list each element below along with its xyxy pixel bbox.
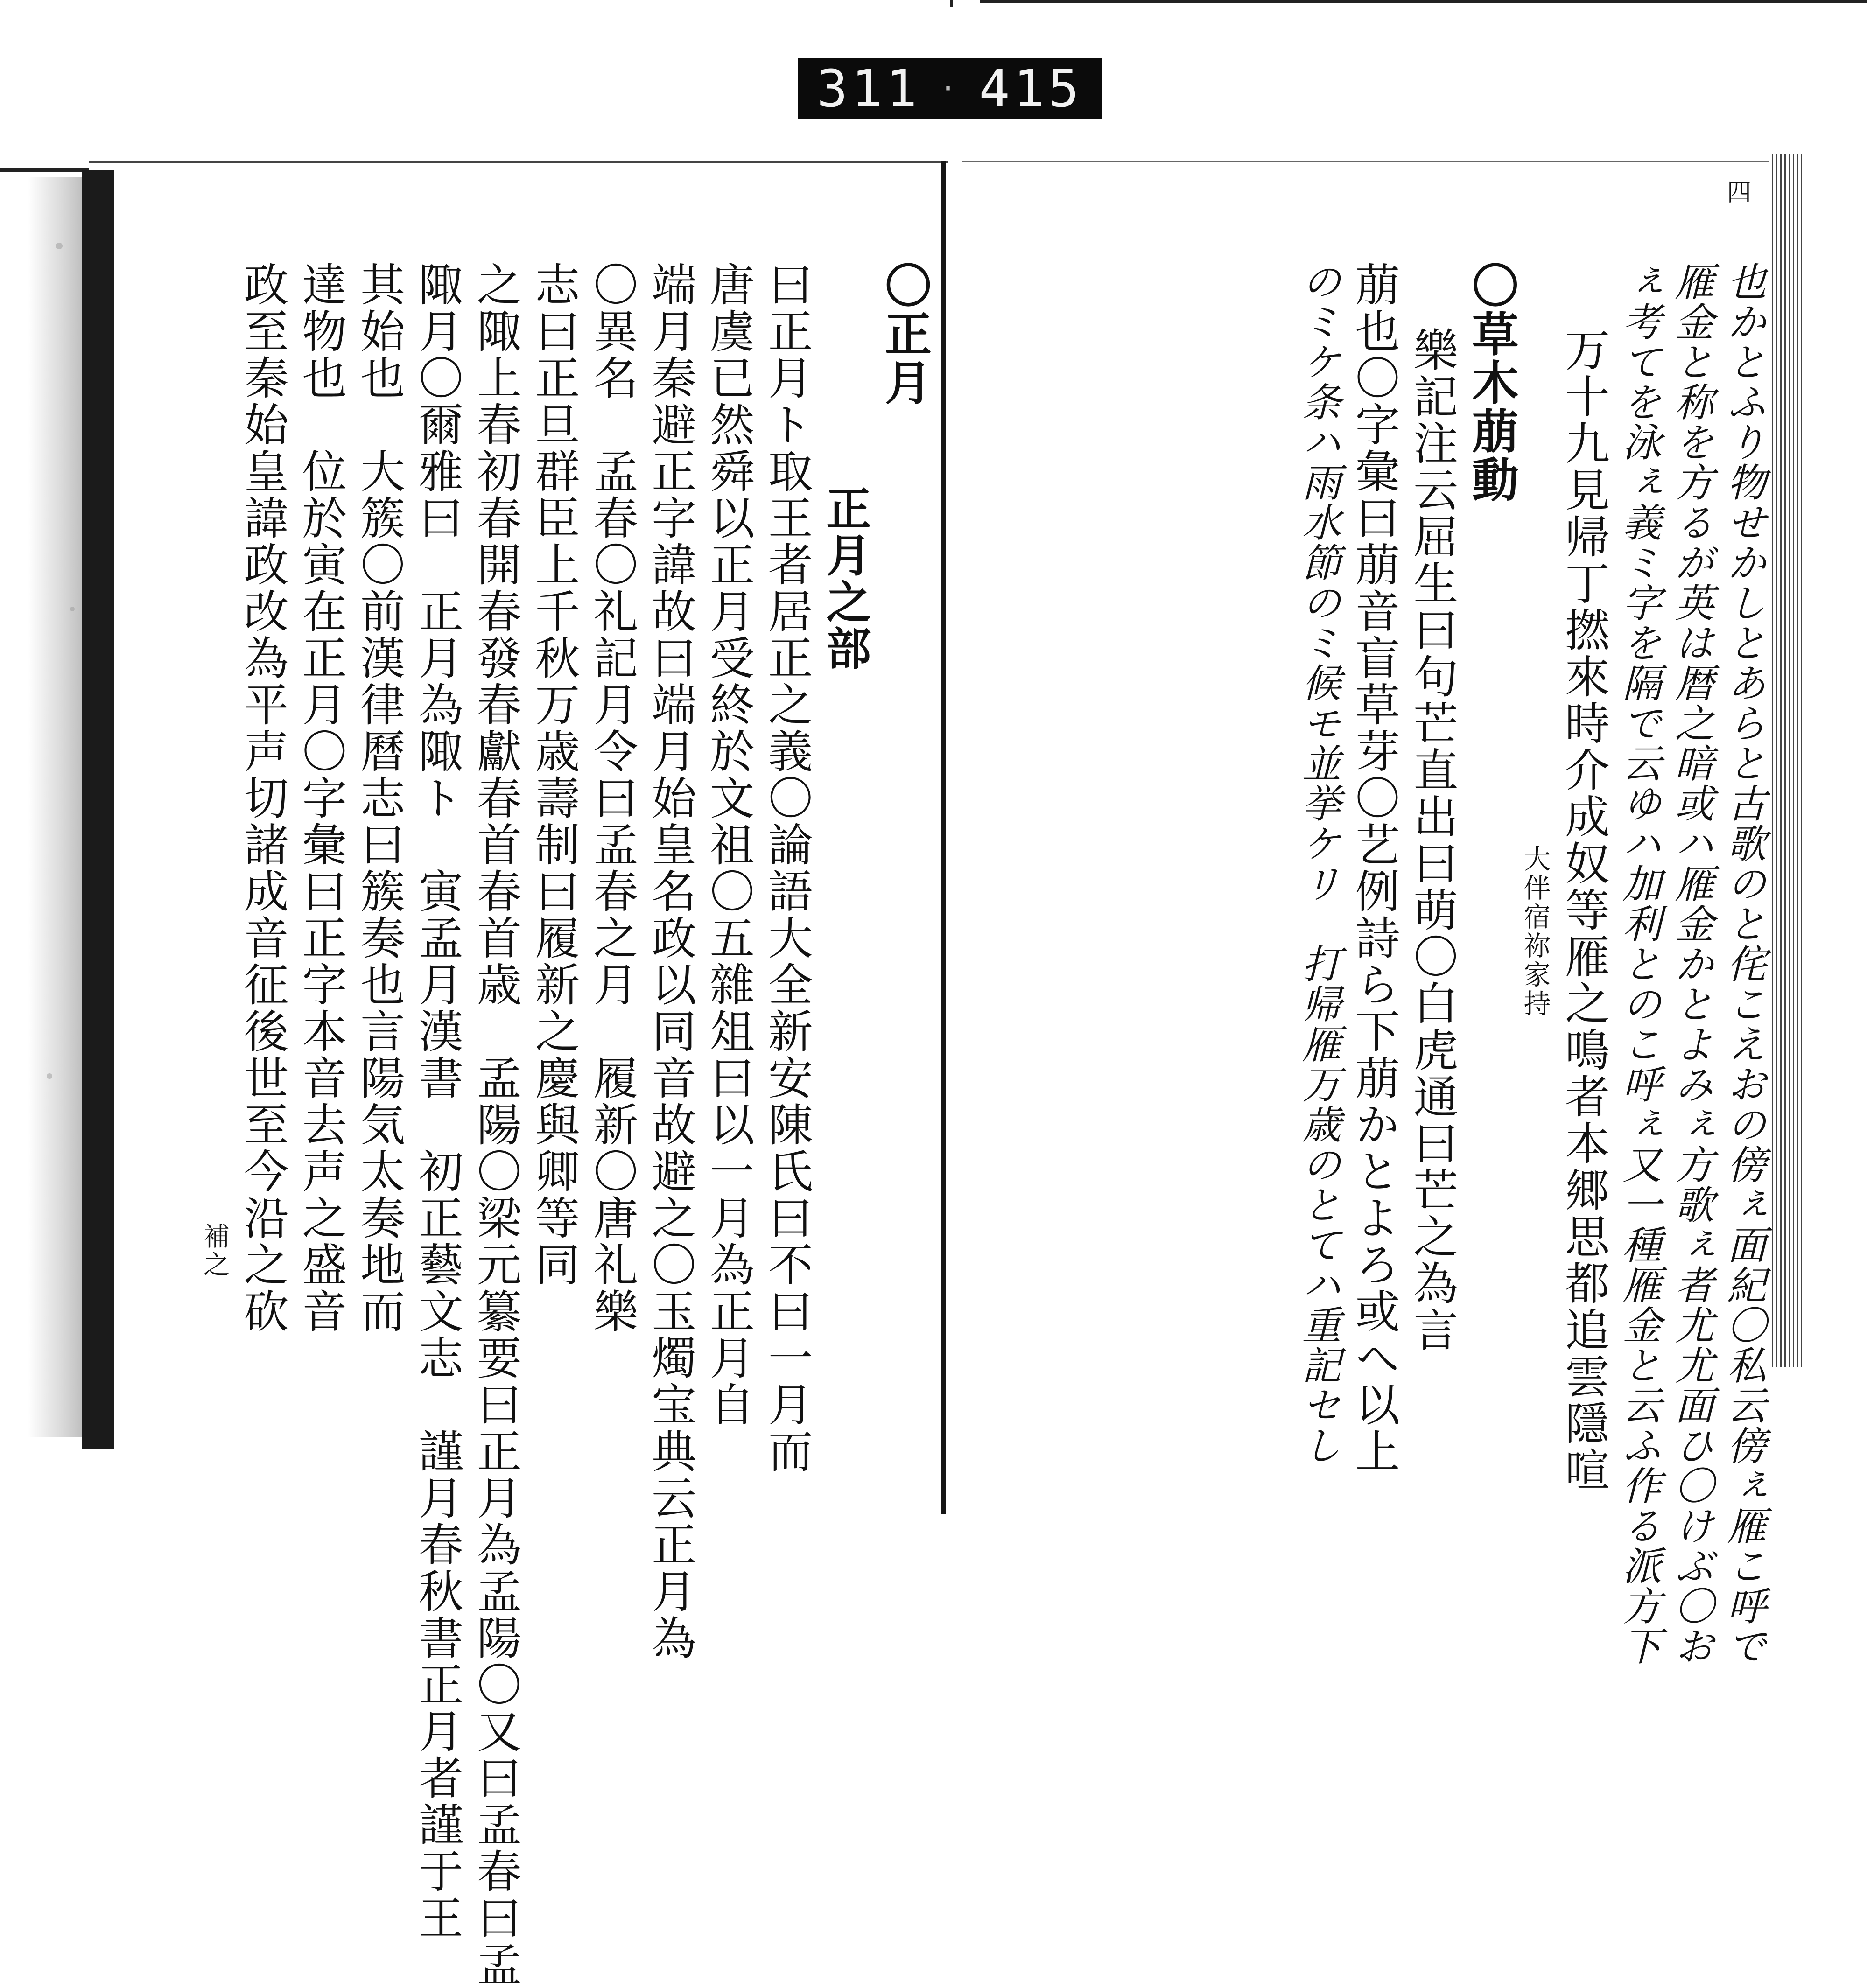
chapter-title: 正月之部 xyxy=(819,485,872,672)
left-margin-rule xyxy=(0,168,93,172)
text-column: 萠也〇字彙曰萠音盲草芽〇艺例詩ら下萠かとよろ或へ以上 xyxy=(1348,261,1400,1475)
text-column: 曰正月ト取王者居正之義〇論語大全新安陳氏曰不曰一月而 xyxy=(761,261,814,1475)
archive-number-label xyxy=(798,58,1102,119)
paper-speck xyxy=(70,607,75,611)
archive-number-left: 311 xyxy=(817,59,921,119)
text-column: 唐虞已然舜以正月受終於文祖〇五雜俎曰以一月為正月自 xyxy=(702,261,755,1428)
text-column: 達物也 位於寅在正月〇字彙曰正字本音去声之盛音 xyxy=(295,261,347,1335)
right-page-edges xyxy=(1769,154,1802,1367)
section-heading: 〇正月 xyxy=(877,261,932,407)
text-column: 陬月〇爾雅曰 正月為陬ト 寅孟月漢書 初正藝文志 謹月春秋書正月者謹于王 xyxy=(411,261,464,1941)
section-heading: 〇草木萠動 xyxy=(1464,261,1519,504)
text-column: 志曰正旦群臣上千秋万歳壽制曰履新之慶與卿等同 xyxy=(528,261,581,1288)
author-note: 大伴宿祢家持 xyxy=(1519,845,1551,1018)
text-column: のミケ条ハ雨水節のミ候モ並挙ケリ 打帰雁万歳のとてハ重記セし xyxy=(1296,261,1342,1465)
left-page-edge xyxy=(82,170,114,1449)
text-column: 政至秦始皇諱政改為平声切諸成音征後世至今沿之砍 xyxy=(237,261,289,1335)
text-column: 之陬上春初春開春發春獻春首春首歳 孟陽〇梁元纂要曰正月為孟陽〇又曰孟春曰孟 xyxy=(470,261,522,1988)
paper-speck xyxy=(47,1073,52,1079)
top-tick-mark xyxy=(950,0,953,7)
text-column: 万十九見帰丁撚來時介成奴等雁之鳴者本郷思都追雲隱喧 xyxy=(1558,327,1610,1493)
text-column: 樂記注云屈生曰句芒直出曰萌〇白虎通曰芒之為言 xyxy=(1406,327,1459,1353)
text-column: 端月秦避正字諱故曰端月始皇名政以同音故避之〇玉燭宝典云正月為 xyxy=(644,261,697,1661)
archive-number-right: 415 xyxy=(979,59,1083,119)
page-number: 四 xyxy=(1727,179,1752,207)
text-column: 其始也 大簇〇前漢律曆志曰簇奏也言陽気太奏地而 xyxy=(353,261,406,1335)
text-column: 〇異名 孟春〇礼記月令曰孟春之月 履新〇唐礼樂 xyxy=(586,261,639,1335)
text-column: 也かとふり物せかしとあらと古歌のと侘こえおの傍ぇ面紀〇私云傍ぇ雁こ呼で xyxy=(1721,261,1767,1666)
left-page-text xyxy=(135,261,932,1988)
right-page-text xyxy=(1288,261,1767,1666)
paper-speck xyxy=(56,243,63,249)
center-gutter xyxy=(941,161,946,1514)
text-column: 雁金と称を方るが英は暦之暗或ハ雁金かとよみぇ方歌ぇ者尤尤面ひ〇けぶ〇お xyxy=(1668,261,1714,1666)
label-separator: · xyxy=(939,72,961,105)
text-column: ぇ考てを泳ぇ義ミ字を隔で云ゆハ加利とのこ呼ぇ又一種雁金と云ふ作る派方下 xyxy=(1616,261,1662,1666)
supplement-note: 補之 xyxy=(199,1223,230,1279)
top-rule xyxy=(980,0,1867,3)
